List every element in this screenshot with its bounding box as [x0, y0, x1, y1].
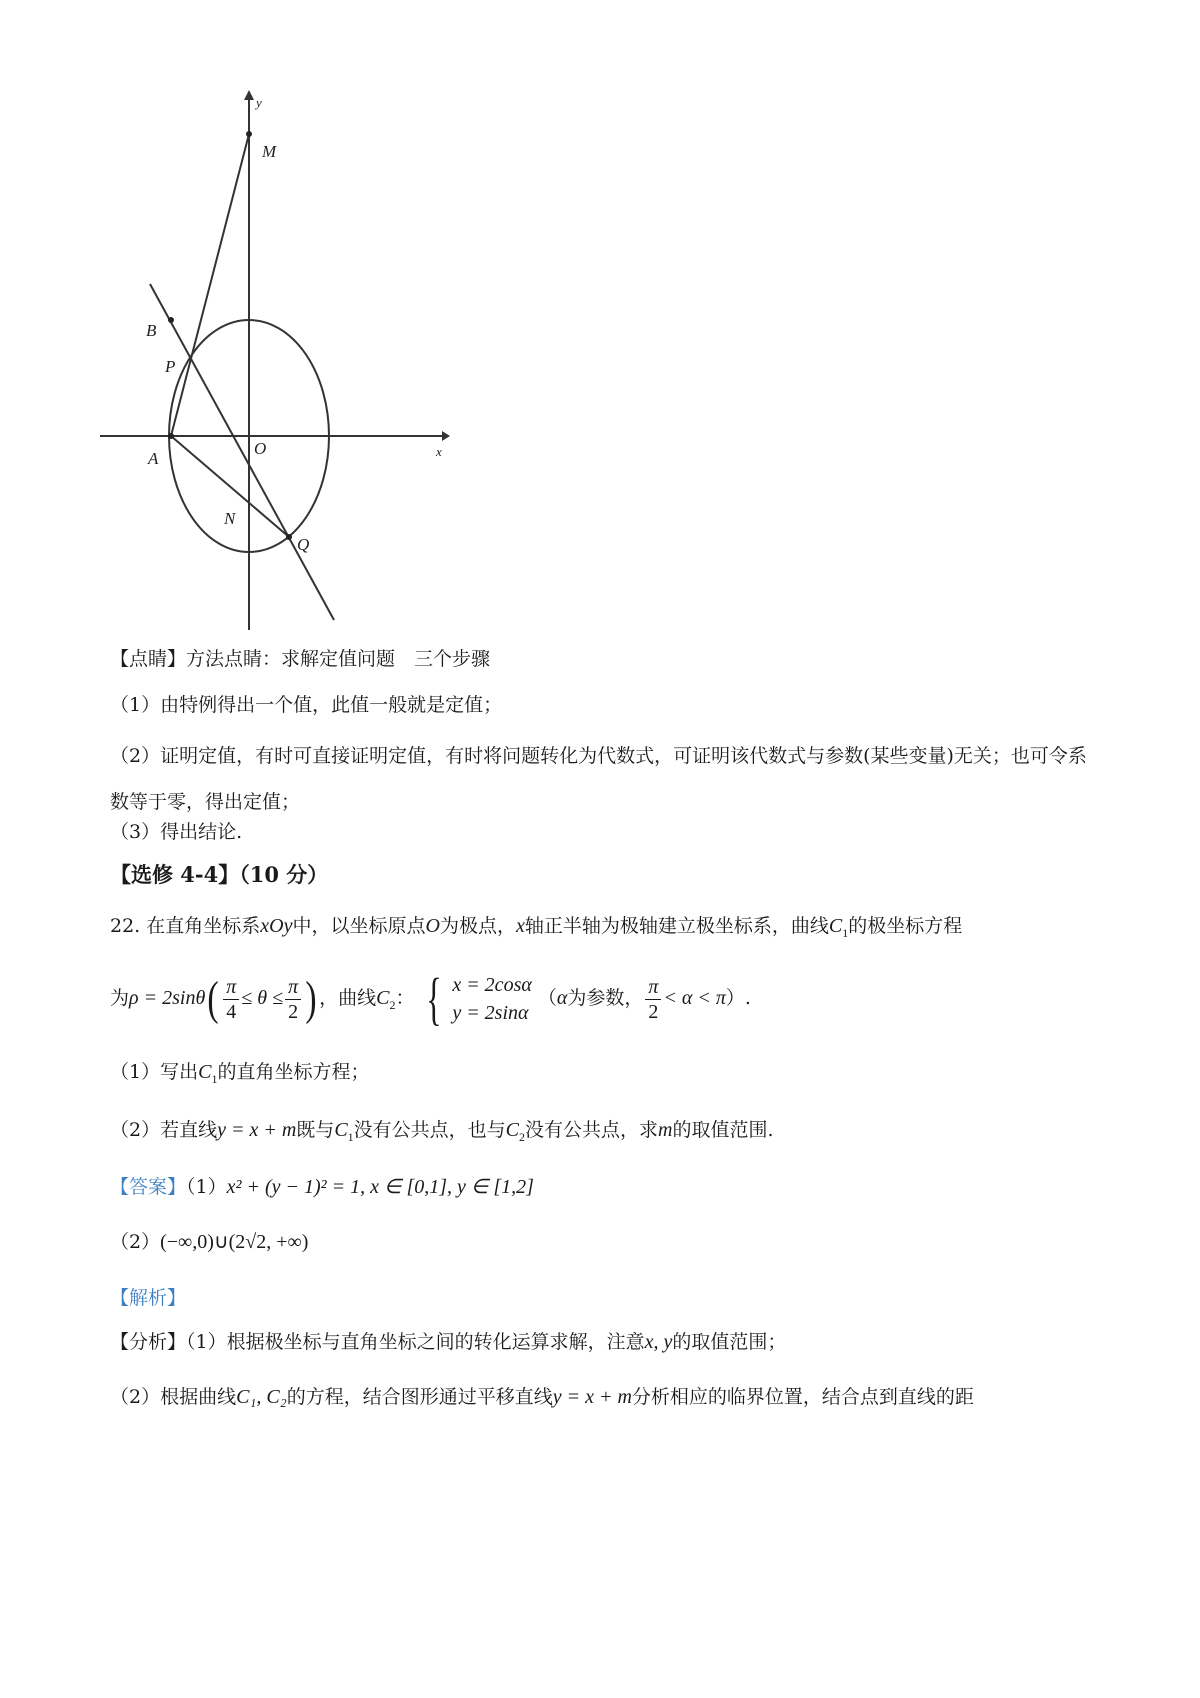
answer-line-1: 【答案】（1）x² + (y − 1)² = 1, x ∈ [0,1], y ∈ [1,2]	[110, 1176, 534, 1198]
dianjing-step-1: （1）由特例得出一个值，此值一般就是定值；	[110, 694, 503, 716]
problem-text: ，曲线	[319, 987, 377, 1009]
problem-text: （	[537, 987, 557, 1009]
math-theta-range: ≤ θ ≤	[241, 987, 284, 1009]
dianjing-intro: 方法点睛：求解定值问题 三个步骤	[186, 648, 491, 670]
label-B: B	[146, 321, 157, 340]
label-Q: Q	[297, 535, 310, 554]
right-paren: )	[305, 972, 317, 1025]
label-M: M	[262, 142, 277, 161]
problem-text: 轴正半轴为极轴建立极坐标系，曲线	[524, 915, 829, 937]
system-eq-2: y = 2sinα	[452, 1002, 529, 1024]
dianjing-tag: 【点睛】	[110, 648, 187, 670]
point-B	[168, 317, 174, 323]
problem-number: 22.	[110, 915, 141, 937]
answer-tag: 【答案】	[110, 1176, 187, 1198]
math-xy: x, y	[644, 1331, 673, 1353]
math-rho-equation: ρ = 2sinθ	[129, 987, 206, 1009]
problem-text: 为参数，	[567, 987, 644, 1009]
parametric-system	[420, 966, 532, 1031]
problem-text: 为极点，	[439, 915, 516, 937]
problem-text: 为	[110, 987, 130, 1009]
answer-2-math: (−∞,0)∪(2√2, +∞)	[160, 1231, 309, 1253]
label-N: N	[224, 509, 236, 528]
fraction-pi-over-4: $\frac{\pi}{4}$	[223, 975, 239, 1024]
math-C1-C2: C₁, C₂	[236, 1386, 287, 1408]
problem-text: 的极坐标方程	[848, 915, 963, 937]
system-eq-1: x = 2cosα	[452, 974, 532, 996]
segment-AM	[171, 134, 249, 436]
problem-text: ：	[395, 987, 415, 1009]
point-M	[246, 131, 252, 137]
math-x: x	[515, 915, 525, 937]
point-A	[168, 433, 174, 439]
math-C2: $C_2$	[376, 987, 396, 1012]
math-line-equation: y = x + m	[552, 1386, 632, 1408]
left-brace: {	[426, 966, 443, 1031]
fraction-pi-over-2: $\frac{\pi}{2}$	[645, 975, 661, 1024]
math-C1: $C_1$	[828, 915, 849, 940]
question-1: （1）写出$C_1$的直角坐标方程；	[110, 1061, 370, 1086]
answer-1-math: x² + (y − 1)² = 1, x ∈ [0,1], y ∈ [1,2]	[226, 1176, 534, 1198]
analysis-line-1: 【分析】（1）根据极坐标与直角坐标之间的转化运算求解，注意x, y的取值范围；	[110, 1331, 787, 1353]
line-BQ	[150, 284, 334, 620]
math-C2: $C_2$	[505, 1119, 526, 1144]
analysis-tag: 【分析】	[110, 1331, 187, 1353]
geometry-figure	[100, 90, 500, 690]
answer-line-2: （2）(−∞,0)∪(2√2, +∞)	[110, 1231, 309, 1253]
dianjing-step-2: （2）证明定值，有时可直接证明定值，有时将问题转化为代数式，可证明该代数式与参数(某些变量)无关；也可令系数等于零，得出定值；	[110, 745, 1087, 813]
math-line-equation: y = x + m	[217, 1119, 297, 1141]
point-Q	[286, 534, 292, 540]
math-alpha: α	[556, 987, 568, 1009]
label-P: P	[165, 357, 176, 376]
label-x-axis: x	[436, 444, 442, 459]
problem-text: 在直角坐标系	[146, 915, 261, 937]
section-heading: 【选修 4-4】（10 分）	[110, 862, 329, 887]
fraction-pi-over-2: $\frac{\pi}{2}$	[285, 975, 301, 1024]
math-C1: $C_1$	[334, 1119, 354, 1144]
dianjing-step-3: （3）得出结论.	[110, 821, 243, 843]
figure-svg	[100, 90, 500, 690]
problem-text: 中，以坐标原点	[292, 915, 426, 937]
label-O: O	[254, 439, 267, 458]
left-paren: (	[207, 972, 219, 1025]
problem-line-2	[110, 966, 751, 1031]
math-xOy: xOy	[260, 915, 293, 937]
problem-line-1	[110, 912, 962, 947]
analysis-line-2: （2）根据曲线C₁, C₂的方程，结合图形通过平移直线y = x + m分析相应的临界位置，结合点到直线的距	[110, 1386, 974, 1408]
math-m: m	[658, 1119, 673, 1141]
math-alpha-range: < α < π	[663, 987, 726, 1009]
math-C1: $C_1$	[198, 1061, 218, 1086]
y-axis-arrow	[244, 90, 254, 100]
question-2: （2）若直线y = x + m既与$C_1$没有公共点，也与$C_2$没有公共点，求m的取值范围.	[110, 1119, 774, 1144]
label-y-axis: y	[256, 95, 262, 110]
x-axis-arrow	[442, 431, 450, 441]
dianjing-heading	[110, 645, 490, 673]
problem-text: ）.	[725, 987, 751, 1009]
math-O: O	[425, 915, 440, 937]
jiexi-tag: 【解析】	[110, 1287, 187, 1309]
label-A: A	[148, 449, 159, 468]
